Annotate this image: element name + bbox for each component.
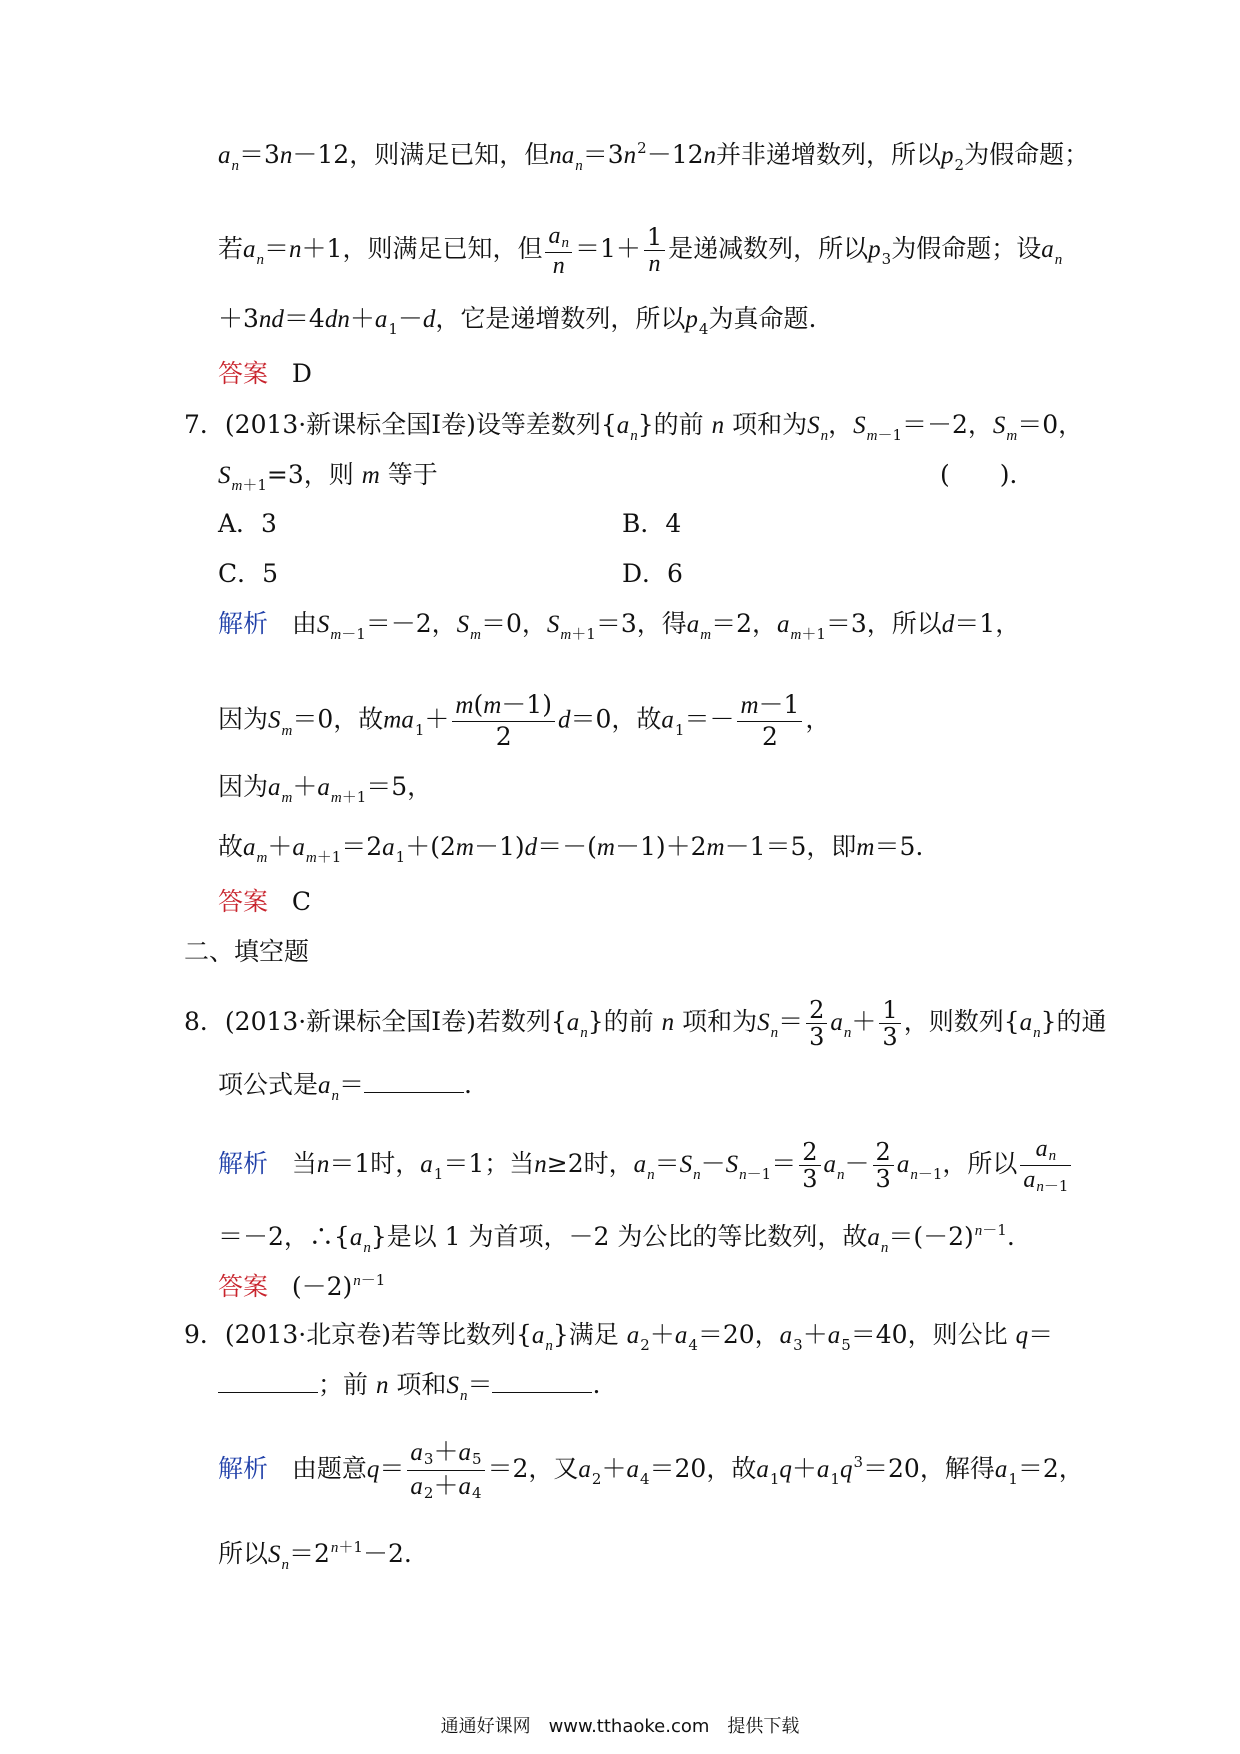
- q8-question-line-2: 项公式是$a_n=$ .: [218, 1070, 472, 1104]
- analysis-label: 解析: [218, 1454, 269, 1483]
- q8-answer: 答案 $(-2)^{n-1}$: [218, 1271, 386, 1301]
- q7-answer: 答案 C: [218, 887, 311, 916]
- q7-solution-line-4: 故$a_m+a_{m+1}=2a_1+(2m-1)d=-(m-1)+2m-1=5$，即m＝5.: [218, 832, 924, 866]
- q6-solution-line-1: $a_n=3n-12$，则满足已知，但$na_n=3n^2-12n$并非递增数列，所以$p_2$为假命题；: [218, 139, 1090, 174]
- page-footer: 通通好课网 www.tthaoke.com 提供下载: [440, 1716, 800, 1737]
- q8-solution-line-2: ＝－2，$\therefore\{a_n\}$是以 1 为首项，－2 为公比的等比数列，故$a_n=(-2)^{n-1}$.: [218, 1221, 1015, 1256]
- section-title-fill-in: 二、填空题: [184, 937, 310, 966]
- q7-option-a: A．3: [218, 509, 277, 538]
- q9-question-line-2: ；前 n 项和$S_n=$ .: [218, 1368, 600, 1406]
- q6-solution-line-3: $+3nd=4dn+a_1-d$，它是递增数列，所以$p_4$为真命题.: [218, 304, 817, 338]
- answer-blank[interactable]: [364, 1068, 464, 1093]
- analysis-label: 解析: [218, 1149, 269, 1178]
- q8-solution-line-1: 解析 当n＝1时，$a_1=1$；当n≥2时，$a_n=S_n-S_{n-1}=$ $\frac{2}{3}$ $a_n-$ $\frac{2}{3}$ $a_{n-1}$，所以 $\frac{an}{an-1}$: [218, 1135, 1074, 1196]
- answer-label: 答案: [218, 887, 269, 916]
- answer-label: 答案: [218, 359, 269, 388]
- q6-solution-line-2: 若$a_n=n+1$，则满足已知，但 $\frac{an}{n}$ ＝1＋ $\frac{1}{n}$ 是递减数列，所以$p_3$为假命题；设$a_n$: [218, 223, 1063, 279]
- q7-solution-line-3: 因为$a_m+a_{m+1}=5$，: [218, 772, 433, 806]
- q7-option-b: B．4: [622, 509, 682, 538]
- q9-solution-line-1: 解析 由题意q＝ $\frac{a3+a5}{a2+a4}$ ＝2，又$a_2+a_4=20$，故$a_1q+a_1q^3=20$，解得$a_1=2$，: [218, 1437, 1084, 1502]
- q7-solution-line-2: 因为$S_m=0$，故$ma_1+$ $\frac{m(m-1)}{2}$ d＝0，故$a_1=-$ $\frac{m-1}{2}$ ，: [218, 690, 831, 751]
- q6-answer: 答案 D: [218, 359, 312, 388]
- answer-blank-ratio[interactable]: [218, 1368, 318, 1393]
- answer-label: 答案: [218, 1272, 269, 1301]
- q7-question-line-1: 7．(2013·新课标全国Ⅰ卷)设等差数列$\{a_n\}$的前 n 项和为$S_n$，$S_{m-1}=-2$，$S_m=0$，: [184, 410, 1084, 444]
- q7-solution-line-1: 解析 由$S_{m-1}=-2$，$S_m=0$，$S_{m+1}=3$，得$a_m=2$，$a_{m+1}=3$，所以d＝1，: [218, 609, 1021, 643]
- q7-option-d: D．6: [622, 559, 683, 588]
- q7-answer-bracket: ( )．: [940, 460, 1035, 489]
- analysis-label: 解析: [218, 609, 269, 638]
- q9-solution-line-2: 所以$S_n=2^{n+1}-2$.: [218, 1538, 412, 1573]
- q7-question-line-2: $S_{m+1}=3$，则 m 等于: [218, 460, 438, 494]
- q7-option-c: C．5: [218, 559, 279, 588]
- q8-question-line-1: 8．(2013·新课标全国Ⅰ卷)若数列$\{a_n\}$的前 n 项和为$S_n=$ $\frac{2}{3}$ $a_n+$ $\frac{1}{3}$ ，则数列$\{a_n\}$的通: [184, 996, 1107, 1051]
- answer-blank-sum[interactable]: [492, 1368, 592, 1393]
- q9-question-line-1: 9．(2013·北京卷)若等比数列$\{a_n\}$满足 $a_2+a_4=20$，$a_3+a_5=40$，则公比 q＝: [184, 1320, 1054, 1354]
